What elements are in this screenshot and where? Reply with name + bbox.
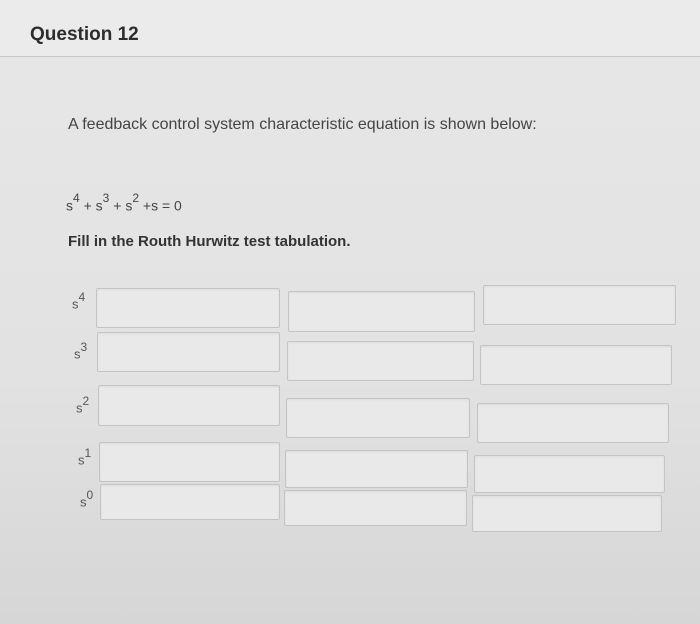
question-header [0, 0, 700, 57]
answer-cell-s0-col1[interactable] [100, 484, 280, 520]
answer-cell-s3-col2[interactable] [287, 341, 474, 381]
answer-cell-s0-col2[interactable] [284, 490, 467, 526]
question-title: Question 12 [30, 24, 139, 45]
characteristic-equation: $s^4 + s^3 + s^2 +s = 0$ [66, 191, 182, 214]
answer-cell-s0-col3[interactable] [472, 495, 662, 532]
answer-cell-s2-col1[interactable] [98, 385, 280, 426]
row-label-s1: $s^1$ [78, 446, 92, 468]
answer-cell-s3-col1[interactable] [97, 332, 280, 372]
answer-cell-s1-col3[interactable] [474, 455, 665, 493]
answer-cell-s4-col2[interactable] [288, 291, 475, 332]
row-label-s4: $s^4$ [72, 290, 86, 312]
answer-cell-s2-col2[interactable] [286, 398, 470, 438]
answer-cell-s3-col3[interactable] [480, 345, 672, 385]
question-stem: A feedback control system characteristic equation is shown below: [68, 116, 537, 133]
answer-cell-s1-col2[interactable] [285, 450, 468, 488]
answer-cell-s1-col1[interactable] [99, 442, 280, 482]
answer-cell-s4-col1[interactable] [96, 288, 280, 328]
row-label-s0: $s^0$ [80, 488, 94, 510]
question-instruction: Fill in the Routh Hurwitz test tabulation. [68, 233, 351, 250]
answer-cell-s4-col3[interactable] [483, 285, 676, 325]
row-label-s3: $s^3$ [74, 340, 88, 362]
row-label-s2: $s^2$ [76, 394, 90, 416]
answer-cell-s2-col3[interactable] [477, 403, 669, 443]
